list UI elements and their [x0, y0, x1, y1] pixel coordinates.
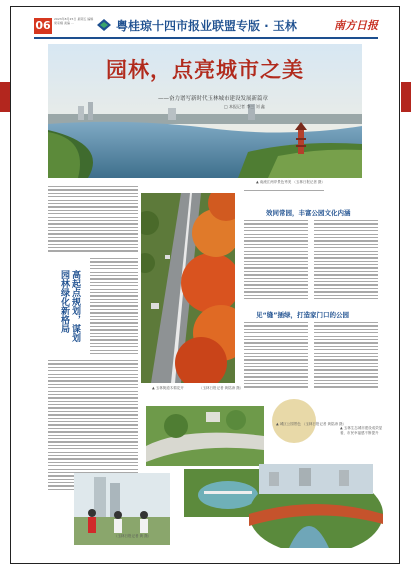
bottom-caption-right: ▲ 玉林生态城市建设成效显著，市民幸福感不断提升 — [340, 426, 383, 435]
road-photo — [141, 193, 235, 383]
road-photo-caption: ▲ 玉林街道木棉花开 — [152, 386, 184, 390]
subheading-1: 效同常园，丰富公园文化内涵 — [266, 209, 351, 217]
road-photo-credit: （玉林日报记者 黄铭涛 摄） — [199, 386, 244, 390]
hero-subtitle: ——奋力谱写新时代玉林城市建设发展新篇章 — [158, 96, 269, 102]
park-aerial-photo — [146, 406, 264, 466]
hero-headline: 园林，点亮城市之美 — [106, 57, 304, 82]
city-aerial-photo — [249, 454, 383, 548]
left-column-text-2 — [90, 258, 138, 356]
right-column-top-text — [244, 190, 378, 193]
right-column-text-1b — [314, 220, 378, 301]
right-column-text-2a — [244, 322, 308, 390]
hero-caption: ▲ 南流江两岸景色秀美 （玉林日报记者 摄） — [256, 180, 326, 184]
left-edge-bar — [0, 82, 10, 112]
alliance-logo-icon — [96, 18, 112, 32]
section-vertical-title — [58, 270, 88, 350]
header-rule — [34, 37, 378, 39]
bottom-caption-a: ▲ 城区公园景色 （玉林日报记者 黄铭涛 摄） — [276, 422, 347, 426]
right-column-text-2b — [314, 322, 378, 390]
page-number: 06 — [35, 19, 51, 32]
newspaper-page — [24, 14, 386, 554]
vertical-title-text: 高起点规划，谋划园林绿化新格局 — [59, 270, 80, 342]
decorative-circle — [272, 399, 316, 443]
masthead-small-text: 2023年8月25日 星期五 编辑 梁家耀 美编 ... — [54, 17, 94, 25]
hero-byline: □ 本报记者 李三 刘 鑫 — [224, 104, 265, 109]
header-title: 粤桂琼十四市报业联盟专版 · 玉林 — [116, 19, 297, 33]
subheading-2: 见“缝”插绿，打造家门口的公园 — [256, 311, 350, 319]
left-column-text — [48, 186, 138, 254]
hero-photo — [48, 44, 362, 178]
brand-logo: 南方日报 — [334, 19, 378, 32]
right-edge-bar — [401, 82, 411, 112]
bottom-caption-d: （玉林日报记者 黄 摄） — [114, 534, 152, 538]
page-header — [24, 14, 386, 38]
right-column-text-1a — [244, 220, 308, 301]
